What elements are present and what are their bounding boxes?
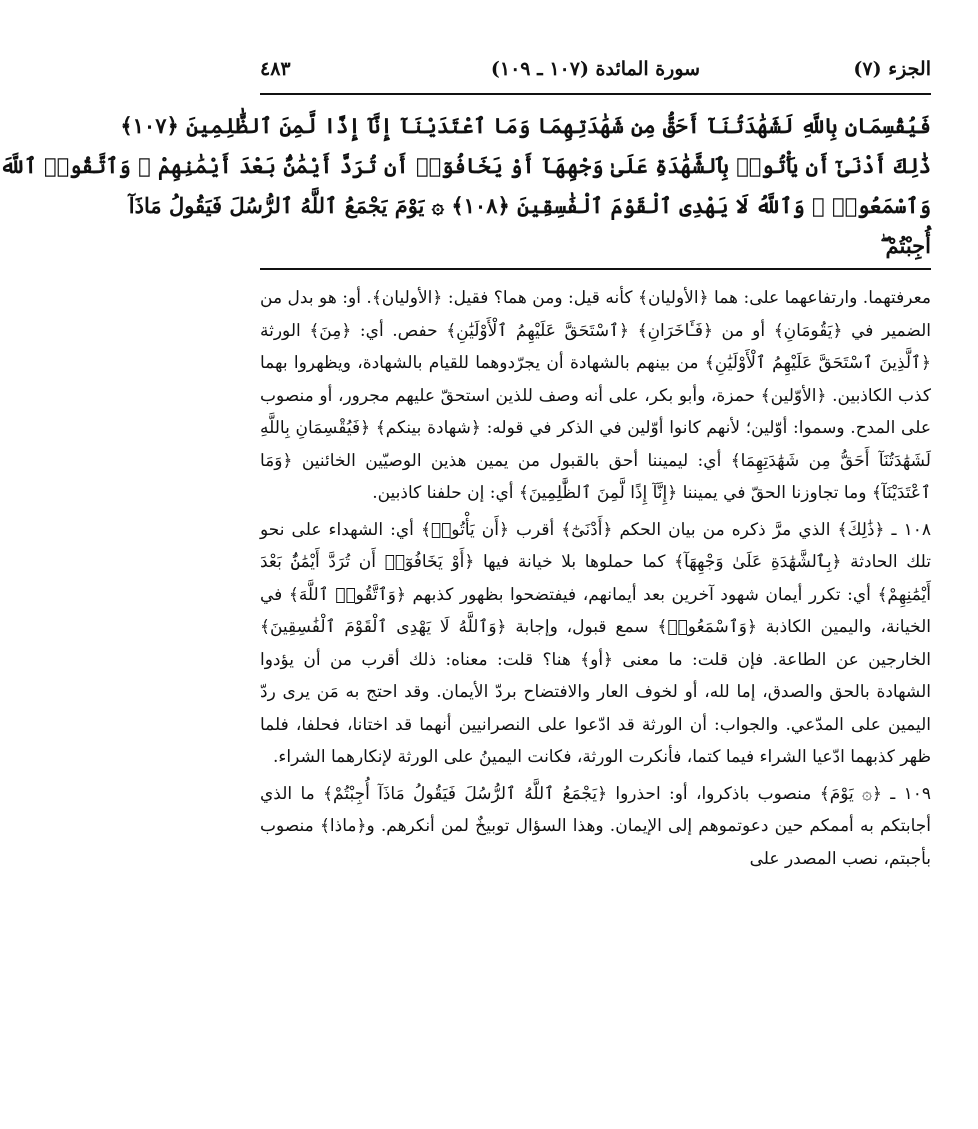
quran-line: ذَٰلِكَ أَدْنَىٰٓ أَن يَأْتُوا۟ بِٱلشَّهَٰدَةِ عَلَىٰ وَجْهِهَآ أَوْ يَخَافُوٓا۟ أَن تُرَدَّ أَيْمَٰنٌۢ بَعْدَ أَيْمَٰنِهِمْ ۗ وَٱتَّقُوا۟ ٱللَّهَ — [0, 153, 931, 178]
page-number: ٤٨٣ — [260, 58, 291, 80]
commentary-block — [260, 282, 931, 875]
quran-line: وَٱسْمَعُوا۟ ۗ وَٱللَّهُ لَا يَهْدِى ٱلْقَوْمَ ٱلْفَٰسِقِينَ ﴿١٠٨﴾ ۞ يَوْمَ يَجْمَعُ ٱللَّهُ ٱلرُّسُلَ فَيَقُولُ مَاذَآ — [128, 193, 931, 218]
commentary-paragraph: معرفتهما. وارتفاعهما على: هما ﴿الأوليان﴾ كأنه قيل: ومن هما؟ فقيل: ﴿الأوليان﴾. أو: هو بدل من الضمير في ﴿يَقُومَانِ﴾ أو من ﴿فَـَٔاخَرَانِ﴾ ﴿ٱسْتَحَقَّ عَلَيْهِمُ ٱلْأَوْلَيَٰنِ﴾ حفص. أي: ﴿مِنَ﴾ الورثة ﴿ٱلَّذِينَ ٱسْتَحَقَّ عَلَيْهِمُ ٱلْأَوْلَيَٰنِ﴾ من بينهم بالشهادة أن يجرّدوهما للقيام بالشهادة، ويظهروا بهما كذب الكاذبين. ﴿الأوّلين﴾ حمزة، وأبو بكر، على أنه وصف للذين استحقّ عليهم مجرور، أو منصوب على المدح. وسموا: أوّلين؛ لأنهم كانوا أوّلين في الذكر في قوله: ﴿شهادة بينكم﴾ ﴿فَيُقْسِمَانِ بِاللَّهِ لَشَهَٰدَتُنَآ أَحَقُّ مِن شَهَٰدَتِهِمَا﴾ أي: ليميننا أحق بالقبول من يمين هذين الوصيّين الخائنين ﴿وَمَا ٱعْتَدَيْنَآ﴾ وما تجاوزنا الحقّ في يميننا ﴿إِنَّآ إِذًا لَّمِنَ ٱلظَّٰلِمِينَ﴾ أي: إن حلفنا كاذبين. — [260, 288, 932, 503]
commentary-paragraph: ١٠٨ ـ ﴿ذَٰلِكَ﴾ الذي مرَّ ذكره من بيان الحكم ﴿أَدْنَىٰٓ﴾ أقرب ﴿أَن يَأْتُوا۟﴾ أي: الشهداء على نحو تلك الحادثة ﴿بِٱلشَّهَٰدَةِ عَلَىٰ وَجْهِهَآ﴾ كما حملوها بلا خيانة فيها ﴿أَوْ يَخَافُوٓا۟ أَن تُرَدَّ أَيْمَٰنٌۢ بَعْدَ أَيْمَٰنِهِمْ﴾ أي: تكرر أيمان شهود آخرين بعد أيمانهم، فيفتضحوا بظهور كذبهم ﴿وَٱتَّقُوا۟ ٱللَّهَ﴾ في الخيانة، واليمين الكاذبة ﴿وَٱسْمَعُوا۟﴾ سمع قبول، وإجابة ﴿وَٱللَّهُ لَا يَهْدِى ٱلْقَوْمَ ٱلْفَٰسِقِينَ﴾ الخارجين عن الطاعة. فإن قلت: ما معنى ﴿أو﴾ هنا؟ قلت: معناه: ذلك أقرب من أن يؤدوا الشهادة بالحق والصدق، إما لله، أو لخوف العار والافتضاح بردّ الأيمان. وقد احتج به مَن يرى ردّ اليمين على المدّعي. والجواب: أن الورثة قد ادّعوا على النصرانيين أنهما قد اختانا، فحلفا، فلما ظهر كذبهما ادّعيا الشراء فيما كتما، فأنكرت الورثة، فكانت اليمينُ على الورثة لإنكارهما الشراء. — [260, 519, 931, 767]
header-divider — [260, 93, 931, 95]
page-header — [260, 58, 931, 90]
juz-label: الجزء (٧) — [853, 58, 931, 80]
surah-title: سورة المائدة (١٠٧ ـ ١٠٩) — [490, 58, 701, 80]
quran-text-block — [0, 106, 931, 266]
section-divider — [260, 268, 931, 270]
quran-line: فَيُقْسِمَانِ بِاللَّهِ لَشَهَٰدَتُنَآ أَحَقُّ مِن شَهَٰدَتِهِمَا وَمَا ٱعْتَدَيْنَآ إِنَّآ إِذًا لَّمِنَ ٱلظَّٰلِمِينَ ﴿١٠٧﴾ — [120, 113, 931, 138]
quran-line: أُجِبْتُمْ ۖ — [880, 233, 931, 258]
commentary-paragraph: ١٠٩ ـ ﴿۞ يَوْمَ﴾ منصوب باذكروا، أو: احذروا ﴿يَجْمَعُ ٱللَّهُ ٱلرُّسُلَ فَيَقُولُ مَاذَآ أُجِبْتُمْ﴾ ما الذي أجابتكم به أممكم حين دعوتموهم إلى الإيمان. وهذا السؤال توبيخٌ لمن أنكرهم. و﴿ماذا﴾ منصوب بأجبتم، نصب المصدر على — [260, 783, 931, 869]
